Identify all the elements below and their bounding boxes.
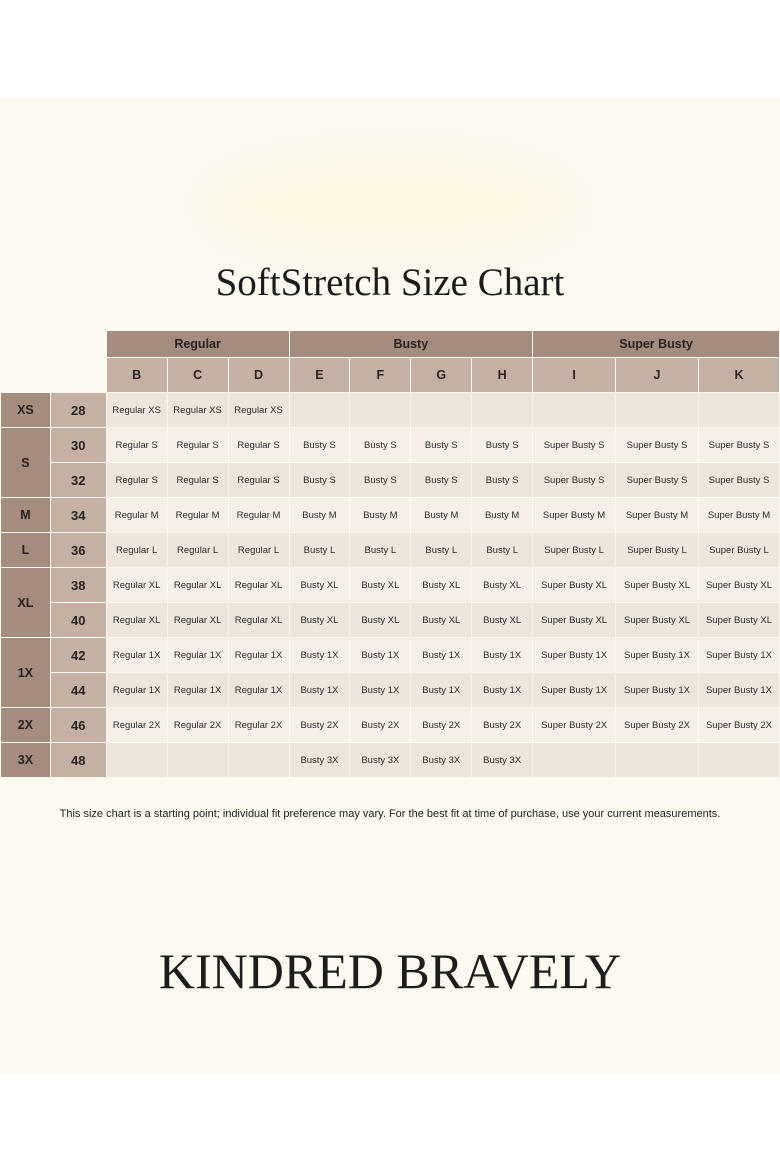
size-cell: Busty S: [472, 463, 533, 498]
cup-header-d: D: [228, 358, 289, 393]
size-label: 3X: [1, 743, 51, 778]
size-cell: Busty M: [350, 498, 411, 533]
size-cell: Busty S: [289, 463, 350, 498]
size-cell: Busty S: [350, 463, 411, 498]
size-cell: Busty XL: [289, 603, 350, 638]
band-size: 28: [50, 393, 106, 428]
size-cell: Busty 1X: [289, 673, 350, 708]
size-cell: [616, 393, 699, 428]
size-cell: Super Busty S: [698, 463, 779, 498]
size-cell: Regular XL: [167, 603, 228, 638]
size-label: 1X: [1, 638, 51, 708]
size-cell: Busty 3X: [411, 743, 472, 778]
size-cell: Super Busty XL: [533, 568, 616, 603]
size-cell: Busty M: [289, 498, 350, 533]
size-label: XS: [1, 393, 51, 428]
size-cell: Super Busty XL: [533, 603, 616, 638]
size-label: XL: [1, 568, 51, 638]
size-cell: Regular S: [167, 463, 228, 498]
size-cell: Super Busty 2X: [616, 708, 699, 743]
size-cell: Busty 1X: [411, 673, 472, 708]
table-row: [1, 568, 780, 603]
size-cell: [698, 393, 779, 428]
size-cell: Super Busty S: [533, 463, 616, 498]
band-size: 42: [50, 638, 106, 673]
size-cell: Busty XL: [289, 568, 350, 603]
size-cell: [167, 743, 228, 778]
size-cell: Regular L: [228, 533, 289, 568]
size-chart-table: [0, 330, 780, 778]
size-cell: Regular XL: [106, 603, 167, 638]
size-cell: Busty L: [289, 533, 350, 568]
size-cell: Super Busty S: [616, 428, 699, 463]
size-cell: Regular S: [106, 428, 167, 463]
size-cell: Busty S: [350, 428, 411, 463]
size-cell: Regular S: [167, 428, 228, 463]
size-cell: Super Busty 1X: [698, 673, 779, 708]
size-cell: [533, 743, 616, 778]
brand-logo: KINDRED BRAVELY: [158, 943, 622, 999]
size-cell: Regular XL: [106, 568, 167, 603]
size-cell: Busty 1X: [289, 638, 350, 673]
size-cell: Busty 2X: [472, 708, 533, 743]
size-cell: Busty XL: [350, 603, 411, 638]
cup-header-c: C: [167, 358, 228, 393]
size-cell: Regular L: [167, 533, 228, 568]
size-cell: [533, 393, 616, 428]
size-cell: Regular 1X: [167, 673, 228, 708]
cup-header-h: H: [472, 358, 533, 393]
table-row: [1, 533, 780, 568]
group-header-regular: Regular: [106, 331, 289, 358]
size-cell: Regular M: [167, 498, 228, 533]
size-cell: Regular L: [106, 533, 167, 568]
page-title: SoftStretch Size Chart: [215, 261, 565, 304]
band-size: 46: [50, 708, 106, 743]
size-cell: [472, 393, 533, 428]
size-cell: Busty 1X: [350, 673, 411, 708]
size-cell: Busty S: [411, 428, 472, 463]
size-cell: [698, 743, 779, 778]
size-cell: Super Busty XL: [698, 603, 779, 638]
size-cell: Regular 1X: [228, 638, 289, 673]
size-cell: Regular S: [228, 428, 289, 463]
size-cell: Regular M: [228, 498, 289, 533]
size-cell: Busty XL: [411, 603, 472, 638]
size-cell: Super Busty 1X: [533, 673, 616, 708]
band-size: 30: [50, 428, 106, 463]
size-cell: [411, 393, 472, 428]
size-cell: Busty S: [411, 463, 472, 498]
size-cell: Regular XS: [167, 393, 228, 428]
table-row: [1, 673, 780, 708]
size-cell: Regular XL: [228, 603, 289, 638]
group-header-super-busty: Super Busty: [533, 331, 780, 358]
size-cell: Busty 1X: [472, 638, 533, 673]
band-size: 38: [50, 568, 106, 603]
cup-header-k: K: [698, 358, 779, 393]
size-cell: Super Busty XL: [616, 568, 699, 603]
size-cell: Busty L: [472, 533, 533, 568]
size-cell: Super Busty 1X: [533, 638, 616, 673]
size-cell: Regular XS: [106, 393, 167, 428]
size-cell: Regular XS: [228, 393, 289, 428]
size-cell: Super Busty S: [533, 428, 616, 463]
size-cell: Busty XL: [411, 568, 472, 603]
band-size: 36: [50, 533, 106, 568]
size-cell: Busty M: [472, 498, 533, 533]
table-row: [1, 743, 780, 778]
size-cell: Busty XL: [472, 568, 533, 603]
table-row: [1, 428, 780, 463]
size-cell: Busty 1X: [411, 638, 472, 673]
size-cell: Busty 3X: [350, 743, 411, 778]
cup-header-f: F: [350, 358, 411, 393]
size-label: 2X: [1, 708, 51, 743]
size-cell: Busty M: [411, 498, 472, 533]
cup-header-b: B: [106, 358, 167, 393]
table-row: [1, 393, 780, 428]
size-cell: Super Busty 1X: [698, 638, 779, 673]
size-cell: Busty S: [472, 428, 533, 463]
size-cell: Busty 2X: [289, 708, 350, 743]
size-cell: Busty 3X: [289, 743, 350, 778]
size-cell: Super Busty XL: [616, 603, 699, 638]
group-header-busty: Busty: [289, 331, 533, 358]
cup-header-row: [1, 358, 780, 393]
size-cell: Regular 1X: [228, 673, 289, 708]
size-cell: Busty 3X: [472, 743, 533, 778]
size-cell: Super Busty L: [616, 533, 699, 568]
size-cell: Super Busty S: [616, 463, 699, 498]
size-cell: Super Busty M: [698, 498, 779, 533]
size-cell: Super Busty 1X: [616, 673, 699, 708]
size-label: S: [1, 428, 51, 498]
size-cell: Super Busty M: [616, 498, 699, 533]
size-cell: Regular 1X: [106, 638, 167, 673]
size-cell: Busty XL: [350, 568, 411, 603]
size-chart-note: This size chart is a starting point; individual fit preference may vary. For the best fit at time of purchase, use your current measurements.: [59, 808, 721, 820]
size-cell: Busty XL: [472, 603, 533, 638]
size-cell: Regular 1X: [106, 673, 167, 708]
size-cell: [106, 743, 167, 778]
size-cell: Super Busty L: [533, 533, 616, 568]
size-cell: Regular XL: [167, 568, 228, 603]
size-cell: Super Busty XL: [698, 568, 779, 603]
size-cell: Regular 2X: [106, 708, 167, 743]
size-cell: Busty L: [350, 533, 411, 568]
size-cell: Super Busty M: [533, 498, 616, 533]
band-size: 44: [50, 673, 106, 708]
size-cell: Super Busty 2X: [698, 708, 779, 743]
cup-header-e: E: [289, 358, 350, 393]
table-row: [1, 498, 780, 533]
band-size: 34: [50, 498, 106, 533]
table-row: [1, 708, 780, 743]
size-label: M: [1, 498, 51, 533]
cup-header-i: I: [533, 358, 616, 393]
size-cell: Super Busty L: [698, 533, 779, 568]
size-cell: Regular M: [106, 498, 167, 533]
table-row: [1, 463, 780, 498]
size-cell: Super Busty 2X: [533, 708, 616, 743]
size-cell: Regular 1X: [167, 638, 228, 673]
size-cell: Regular S: [106, 463, 167, 498]
size-cell: Busty 1X: [350, 638, 411, 673]
table-row: [1, 603, 780, 638]
size-cell: Busty 2X: [350, 708, 411, 743]
size-cell: Super Busty 1X: [616, 638, 699, 673]
cup-header-g: G: [411, 358, 472, 393]
size-cell: Regular XL: [228, 568, 289, 603]
size-label: L: [1, 533, 51, 568]
size-cell: Busty 1X: [472, 673, 533, 708]
size-cell: Busty L: [411, 533, 472, 568]
size-cell: Busty 2X: [411, 708, 472, 743]
size-cell: [616, 743, 699, 778]
size-cell: [289, 393, 350, 428]
size-cell: Regular 2X: [228, 708, 289, 743]
size-cell: Super Busty S: [698, 428, 779, 463]
cup-header-j: J: [616, 358, 699, 393]
size-cell: [350, 393, 411, 428]
group-header-row: [1, 331, 780, 358]
band-size: 32: [50, 463, 106, 498]
size-cell: [228, 743, 289, 778]
size-cell: Busty S: [289, 428, 350, 463]
size-cell: Regular S: [228, 463, 289, 498]
size-cell: Regular 2X: [167, 708, 228, 743]
band-size: 40: [50, 603, 106, 638]
background-glow: [205, 150, 575, 260]
table-row: [1, 638, 780, 673]
band-size: 48: [50, 743, 106, 778]
